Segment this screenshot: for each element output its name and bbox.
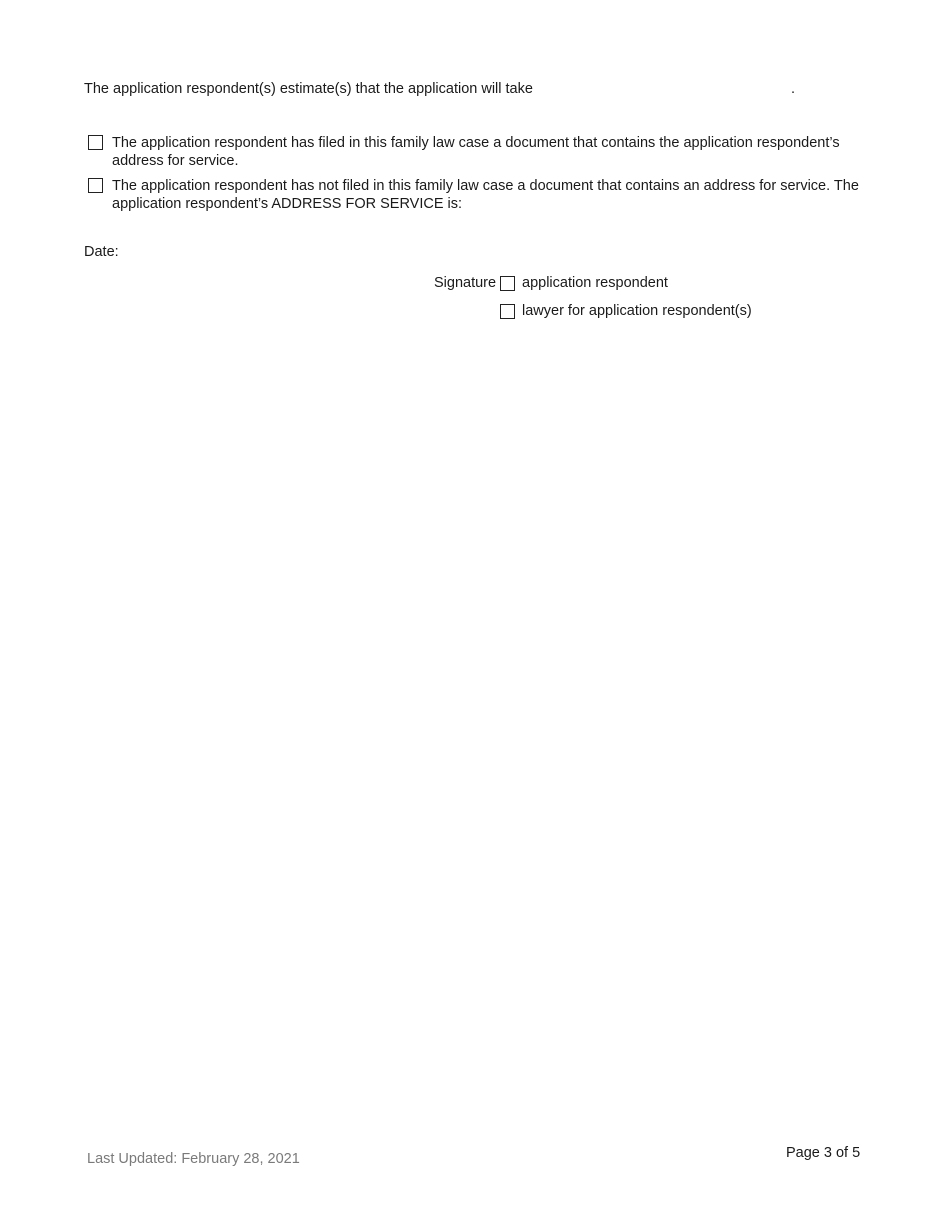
signature-lawyer-label: lawyer for application respondent(s) bbox=[522, 303, 752, 319]
address-not-filed-checkbox[interactable] bbox=[88, 178, 103, 193]
date-label: Date: bbox=[84, 244, 119, 260]
estimate-period: . bbox=[791, 81, 796, 97]
estimate-statement: The application respondent(s) estimate(s) that the application will take bbox=[84, 81, 533, 97]
signature-label: Signature bbox=[434, 275, 497, 291]
address-filed-checkbox[interactable] bbox=[88, 135, 103, 150]
estimate-duration-field[interactable] bbox=[545, 80, 795, 98]
address-filed-label: The application respondent has filed in this family law case a document that contains the application respondent’s address for service. bbox=[112, 135, 840, 169]
last-updated-text: Last Updated: February 28, 2021 bbox=[87, 1151, 300, 1167]
signature-respondent-checkbox[interactable] bbox=[500, 276, 515, 291]
signature-field[interactable] bbox=[300, 270, 430, 271]
address-not-filed-label: The application respondent has not filed in this family law case a document that contains an address for service. The application respondent’s ADDRESS FOR SERVICE is: bbox=[112, 178, 859, 212]
date-field[interactable] bbox=[130, 243, 330, 261]
signature-lawyer-checkbox[interactable] bbox=[500, 304, 515, 319]
signature-respondent-label: application respondent bbox=[522, 275, 668, 291]
page-number: Page 3 of 5 bbox=[786, 1145, 861, 1161]
